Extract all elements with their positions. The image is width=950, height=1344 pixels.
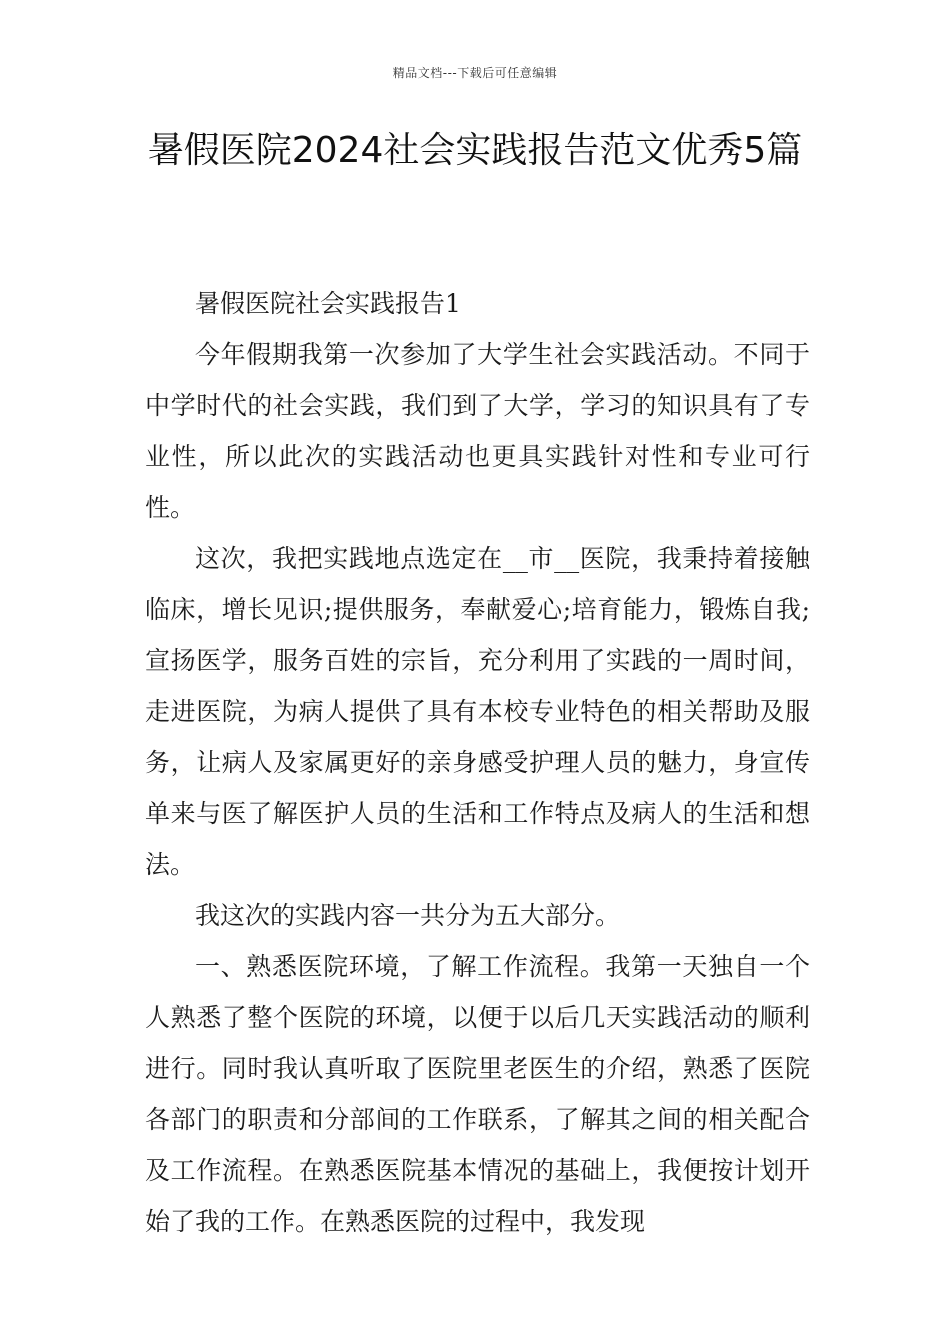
paragraph: 一、熟悉医院环境，了解工作流程。我第一天独自一个人熟悉了整个医院的环境，以便于以后几天实践活动的顺利进行。同时我认真听取了医院里老医生的介绍，熟悉了医院各部门的职责和分部间的工作联系，了解其之间的相关配合及工作流程。在熟悉医院基本情况的基础上，我便按计划开始了我的工作。在熟悉医院的过程中，我发现 <box>145 952 810 1236</box>
section-heading: 暑假医院社会实践报告1 <box>195 289 461 318</box>
paragraph: 我这次的实践内容一共分为五大部分。 <box>195 901 621 930</box>
paragraph: 今年假期我第一次参加了大学生社会实践活动。不同于中学时代的社会实践，我们到了大学，学习的知识具有了专业性，所以此次的实践活动也更具实践针对性和专业可行性。 <box>145 340 810 522</box>
paragraph: 这次，我把实践地点选定在__市__医院，我秉持着接触临床，增长见识;提供服务，奉献爱心;培育能力，锻炼自我;宣扬医学，服务百姓的宗旨，充分利用了实践的一周时间，走进医院，为病人提供了具有本校专业特色的相关帮助及服务，让病人及家属更好的亲身感受护理人员的魅力，身宣传单来与医了解医护人员的生活和工作特点及病人的生活和想法。 <box>145 544 810 879</box>
page-header-note: 精品文档---下载后可任意编辑 <box>392 66 558 80</box>
document-title: 暑假医院2024社会实践报告范文优秀5篇 <box>147 130 803 171</box>
document-body <box>145 278 810 1247</box>
